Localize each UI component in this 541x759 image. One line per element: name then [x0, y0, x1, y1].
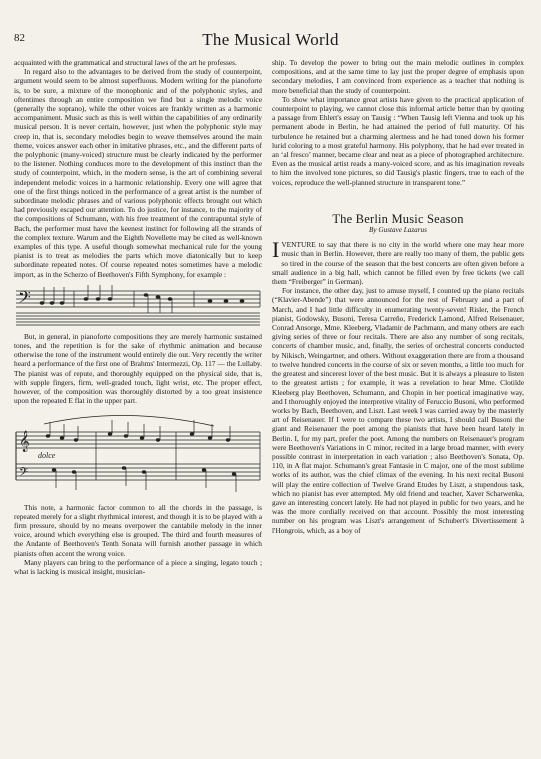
article-byline: By Gustave Lazarus	[369, 226, 427, 235]
svg-text:𝄢: 𝄢	[18, 286, 31, 311]
drop-cap: I	[272, 237, 280, 263]
opening-text: VENTURE to say that there is no city in the world where one may hear more music than in Berlin. However, there are really too many of them, the public gets so tired in the course of the season that the best concerts are often given before a small audience in a big hall, which cannot be filled even by free tickets (we call them “Freiberger” in German).	[272, 240, 524, 287]
dolce-marking: dolce	[38, 450, 56, 460]
article-opening-paragraph	[272, 237, 524, 287]
svg-text:𝄞: 𝄞	[19, 430, 30, 452]
music-staff-figure	[14, 410, 262, 498]
paragraph: For instance, the other day, just to amuse myself, I counted up the piano recitals (“Klavier-Abende”) that were announced for the rest of February and a part of March, and I had little difficulty in enumerating twenty-seven! Risler, the French pianist, Godowsky, Busoni, Teresa Carreño, Frederick Lamond, Alfred Reisenauer, Conrad Ansorge, Mme. Kleeberg, Vladamir de Pachmann, and many others are each giving series of three or four recitals. There are also any number of song recitals, concerts of chamber music, and, finally, the series of orchestral concerts conducted by Nikisch, Weingartner, and others. Without exaggeration there are from a thousand to twelve hundred concerts in the course of six or seven months, a little too much for the greatest and sincerest lover of the best music. But it is always a pleasure to listen to the greatest artists ; for example, it was a revelation to hear Mme. Clotilde Kleeberg play Beethoven, Schumann, and Chopin in her poetical imaginative way, and I thoroughly enjoyed the interpretive vitality of Feruccio Busoni, who performed works by Bach, Beethoven, and Liszt. Last week I was carried away by the masterly art of Reisenauer. If I were to compare these two artists, I should call Busoni the giant and Reisenauer the poet among the pianists that have been heard lately in Berlin. I, for my part, prefer the poet. Among the numbers on Reisenauer's program were Beethoven's Variations in C minor, recited in a large broad manner, with every possible contrast in interpretation in each variation ; also Beethoven's Sonata, Op. 110, in A flat major. Schumann's great Fantasie in C major, one of the most sublime works of its author, was the chief climax of the evening. In his next recital Busoni will play the entire collection of Twelve Grand Etudes by Liszt, a stupendous task, which no pianist has ever attempted. My old friend and teacher, Xaver Scharwenka, gave an interesting concert lately. He had not played in public for two years, and he was the more cordially received on that account. Possibly the most interesting number on his program was Liszt's arrangement of Schubert's Divertissement à l'Hongrois, which, as a boy of	[272, 286, 524, 535]
music-staff-figure	[14, 283, 262, 327]
paragraph: acquainted with the grammatical and structural laws of the art he professes.	[14, 58, 237, 67]
right-column	[272, 58, 524, 535]
paragraph: This note, a harmonic factor common to all the chords in the passage, is repeated merely for a slight rhythmical interest, and though it is to be played with a firm pressure, should by no means overpower the cantabile melody in the inner voice, around which everything else is grouped. The third and fourth measures of the Andante of Beethoven's Tenth Sonata will furnish another passage in which pianists often accent the wrong voice.	[14, 502, 262, 558]
running-title: The Musical World	[202, 30, 339, 49]
music-excerpt-beethoven	[14, 283, 262, 327]
paragraph: Many players can bring to the performance of a piece a singing, legato touch ; what is lacking is musical insight, musician-	[14, 557, 262, 576]
page-number: 82	[14, 32, 25, 44]
paragraph: To show what importance great artists have given to the practical application of counterpoint to playing, we cannot close this informal article better than by quoting a passage from Ehlert's essay on Tausig : “When Tausig left Vienna and took up his permanent abode in Berlin, he had attained the period of full maturity. Of his turbulence he retained but a charming alertness and he had toned down his former lurid coloring to a most grateful harmony. His polyphony, that he had ever treated in an ‘al fresco’ manner, became clear and neat as a piece of photographed architecture. Even as the musical artist reads a many-voiced score, and as his imagination reveals to him the involved tone pictures, so did Tausig's plastic fingers, true to each of the voices, reproduce the well-planned structure in transparent tone.”	[272, 94, 524, 187]
paragraph: But, in general, in pianoforte compositions they are merely harmonic sustained tones, and the repetition is for the sake of rhythmic animation and because otherwise the tone of the instrument would entirely die out. Very recently the writer heard a performance of the first one of Brahms' Intermezzi, Op. 117 — the Lullaby. The pianist was of repute, and thoroughly equipped on the physical side, that is, with supple fingers, firm, well-graded touch, light wrist, etc. The proper effect, however, of the composition was thoroughly distorted by a too great insistence upon the repeated E flat in the upper part.	[14, 331, 262, 406]
paragraph: ship. To develop the power to bring out the main melodic outlines in complex compositions, and at the same time to lay just the proper degree of emphasis upon secondary melodies, I am convinced from experience as a teacher that nothing is more beneficial than the study of counterpoint.	[272, 58, 524, 95]
svg-text:𝄢: 𝄢	[19, 465, 29, 482]
page-header	[14, 30, 527, 50]
music-excerpt-brahms	[14, 410, 262, 498]
left-column	[14, 58, 262, 576]
article-title: The Berlin Music Season	[332, 211, 464, 226]
paragraph: In regard also to the advantages to be derived from the study of counterpoint, argument would seem to be almost superfluous. Modern writing for the pianoforte is, to be sure, a mixture of the monophonic and of the polyphonic styles, and oftentimes through an entire composition we find but a single melodic voice (generally the soprano), while the other voices are frankly written as a harmonic accompaniment. Music such as this is well within the capabilities of any ordinarily musical person. It is never certain, however, just when the polyphonic style may creep in, that is, secondary melodies begin to weave themselves around the main theme, voices answer each other in imitative phrases, etc., and the different parts of the polyphonic (many-voiced) structure must be clearly indicated by the performer to the listener. Nothing conduces more to the development of this instinct than the study of counterpoint, which, in the modern sense, is the art of combining several independent melodic voices in a harmonic relationship. Every one will agree that one of the first things noticed in the performance of a great artist is the number of subordinate melodic phrases and of various polyphonic effects brought out which had previously escaped our attention. To do justice, for instance, to the majority of the compositions of Schumann, with his free treatment of the contrapuntal style of Bach, the performer must have the keenest instinct for following all the strands of the complex texture. Warum and the Eighth Novellette may be cited as well-known examples of this type. A useful though somewhat mechanical rule for the young pianist is to treat as melodies the parts which move diatonically but to keep subordinate repeated notes. Of course repeated notes sometimes have a melodic import, as in the Scherzo of Beethoven's Fifth Symphony, for example :	[14, 67, 262, 279]
